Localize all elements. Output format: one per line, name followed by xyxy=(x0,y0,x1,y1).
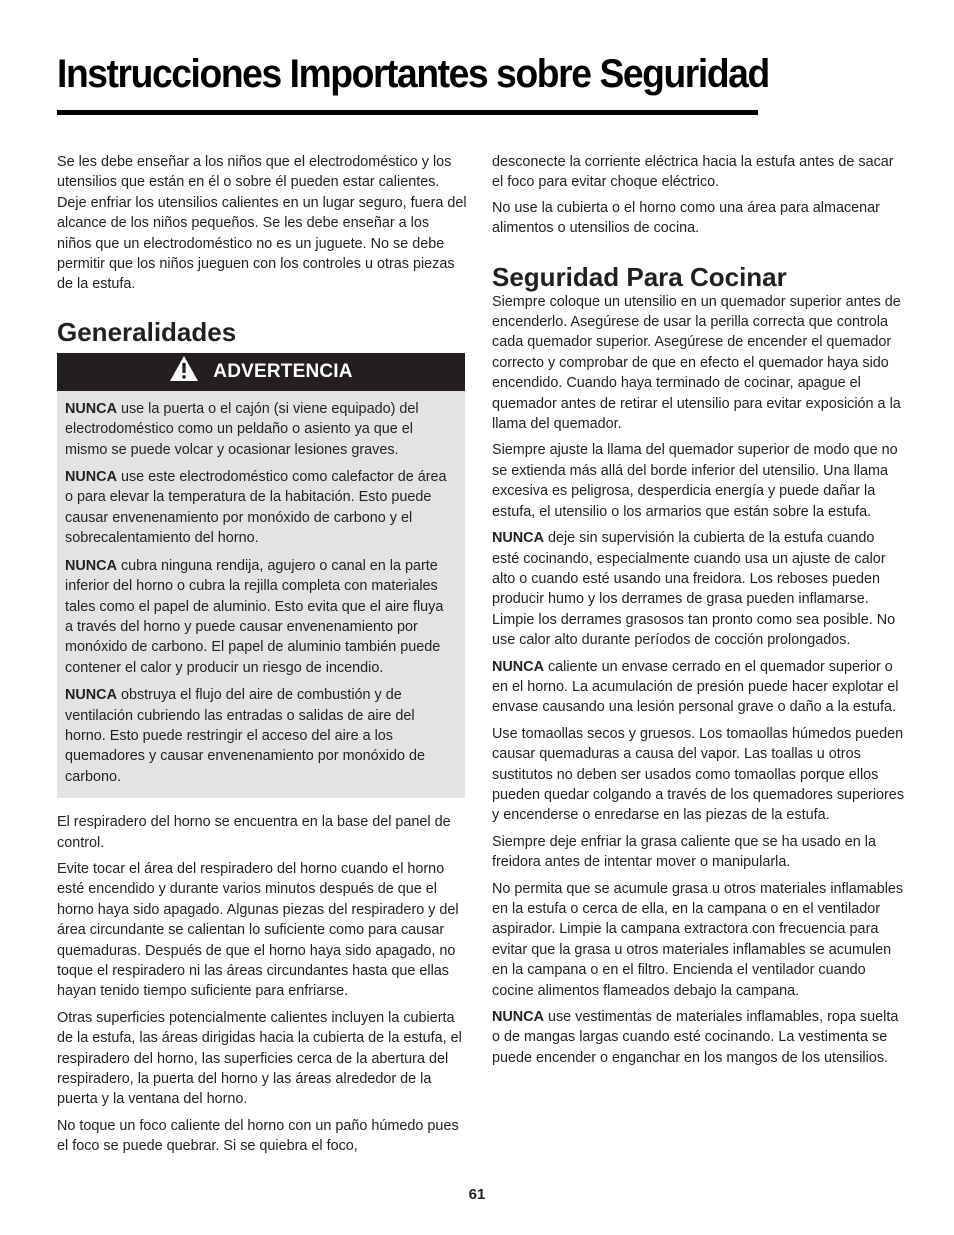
body-paragraph: Siempre ajuste la llama del quemador superior de modo que no se extienda más allá del borde inferior del utensilio. Una llama excesiva es peligrosa, desperdicia energía y puede dañar la estufa, el utensilio o los armarios que están sobre la estufa. xyxy=(492,442,898,520)
warning-item-lead: NUNCA xyxy=(65,557,117,574)
warning-item xyxy=(65,467,455,549)
paragraph-text: use vestimentas de materiales inflamables, ropa suelta o de mangas largas cuando esté cocinando. La vestimenta se puede encender o enganchar en los mangos de los utensilios. xyxy=(492,1009,899,1066)
nunca-lead: NUNCA xyxy=(492,530,544,547)
body-paragraph: Siempre coloque un utensilio en un quemador superior antes de encenderlo. Asegúrese de usar la perilla correcta que controla cada quemador superior. Asegúrese de encender el quemador correcto y comprobar de que en efecto el quemador haya sido encendido. Cuando haya terminado de cocinar, apague el quemador antes de retirar el utensilio para evitar exposición a la llama del quemador. xyxy=(492,293,901,433)
continued-paragraph: No use la cubierta o el horno como una área para almacenar alimentos o utensilios de cocina. xyxy=(492,199,880,237)
body-paragraph xyxy=(492,1007,904,1068)
body-paragraph: Evite tocar el área del respiradero del horno cuando el horno esté encendido y durante varios minutos después de que el horno haya sido apagado. Algunas piezas del respiradero y del área circundante se calientan lo suficiente como para causar quemaduras. Después de que el horno haya sido apagado, no toque el respiradero ni las áreas circundantes hasta que ellas hayan tenido tiempo suficiente para enfriarse. xyxy=(57,860,459,1000)
paragraph-text: caliente un envase cerrado en el quemador superior o en el horno. La acumulación de presión puede hacer explotar el envase causando una lesión personal grave o daño a la estufa. xyxy=(492,658,899,716)
warning-box xyxy=(57,353,465,798)
warning-body xyxy=(57,391,465,798)
right-column xyxy=(492,152,904,1074)
warning-item-text: cubra ninguna rendija, agujero o canal en la parte inferior del horno o cubra la rejilla completa con materiales tales como el papel de aluminio. Esto evita que el aire fluya a través del horno y puede causar envenenamiento por monóxido de carbono. El papel de aluminio también puede contener el calor y producir un riesgo de incendio. xyxy=(65,557,444,676)
left-column xyxy=(57,152,467,1163)
warning-triangle-icon xyxy=(169,355,199,388)
warning-item-text: use la puerta o el cajón (si viene equipado) del electrodoméstico como un peldaño o asiento ya que el mismo se puede volcar y ocasionar lesiones graves. xyxy=(65,400,419,458)
body-paragraph: Siempre deje enfriar la grasa caliente que se ha usado en la freidora antes de intentar mover o manipularla. xyxy=(492,833,876,871)
body-paragraph: No permita que se acumule grasa u otros materiales inflamables en la estufa o cerca de ella, en la campana o en el ventilador aspirador. Limpie la campana extractora con frecuencia para evitar que la grasa u otros materiales inflamables se acumulen en la campana o en el filtro. Encienda el ventilador cuando cocine alimentos flameados debajo la campana. xyxy=(492,880,904,999)
title-rule xyxy=(57,110,758,115)
page-number: 61 xyxy=(468,1186,486,1203)
warning-item-text: use este electrodoméstico como calefactor de área o para elevar la temperatura de la habitación. Esto puede causar envenenamiento por monóxido de carbono y el sobrecalentamiento del horno. xyxy=(65,469,447,547)
warning-item-lead: NUNCA xyxy=(65,400,117,417)
intro-paragraph: Se les debe enseñar a los niños que el electrodoméstico y los utensilios que están en él o sobre él pueden estar calientes. Deje enfriar los utensilios calientes en un lugar seguro, fuera del alcance de los niños pequeños. Se les debe enseñar a los niños que un electrodoméstico no es un juguete. No se debe permitir que los niños jueguen con los controles u otras piezas de la estufa. xyxy=(57,154,467,293)
warning-item-lead: NUNCA xyxy=(65,469,117,486)
paragraph-text: deje sin supervisión la cubierta de la estufa cuando esté cocinando, especialmente cuando usa un ajuste de calor alto o cuando esté usando una freidora. Los reboses pueden producir humo y los derrames de grasa pueden inflamarse. Limpie los derrames grasosos tan pronto como sea posible. No use calor alto durante períodos de cocción prolongados. xyxy=(492,530,896,649)
body-paragraph: El respiradero del horno se encuentra en la base del panel de control. xyxy=(57,814,451,851)
warning-item-lead: NUNCA xyxy=(65,687,117,704)
section-heading-seguridad-cocinar: Seguridad Para Cocinar xyxy=(492,261,787,292)
warning-header xyxy=(57,353,465,391)
warning-item xyxy=(65,556,455,678)
section-heading-generalidades: Generalidades xyxy=(57,316,237,347)
continued-paragraph: desconecte la corriente eléctrica hacia la estufa antes de sacar el foco para evitar choque eléctrico. xyxy=(492,154,894,191)
nunca-lead: NUNCA xyxy=(492,1009,544,1026)
warning-label: ADVERTENCIA xyxy=(213,360,353,382)
body-paragraph xyxy=(492,528,904,650)
body-paragraph xyxy=(492,657,904,718)
warning-item-text: obstruya el flujo del aire de combustión y de ventilación cubriendo las entradas o salidas de aire del horno. Esto puede restringir el acceso del aire a los quemadores y causar envenenamiento por monóxido de carbono. xyxy=(65,687,425,785)
body-paragraph: Otras superficies potencialmente calientes incluyen la cubierta de la estufa, las áreas dirigidas hacia la cubierta de la estufa, el respiradero del horno, las superficies cerca de la abertura del respiradero, la puerta del horno y las áreas alrededor de la puerta y la ventana del horno. xyxy=(57,1009,462,1108)
page-title: Instrucciones Importantes sobre Seguridad xyxy=(57,52,769,96)
warning-item xyxy=(65,685,455,787)
body-paragraph: Use tomaollas secos y gruesos. Los tomaollas húmedos pueden causar quemaduras a causa del vapor. Las toallas u otros sustitutos no deben ser usados como tomaollas porque ellos pueden quedar colgando a través de los quemadores superiores y encenderse o enredarse en las piezas de la estufa. xyxy=(492,725,905,824)
warning-item xyxy=(65,399,455,460)
body-paragraph: No toque un foco caliente del horno con un paño húmedo pues el foco se puede quebrar. Si se quiebra el foco, xyxy=(57,1117,459,1155)
nunca-lead: NUNCA xyxy=(492,658,544,675)
